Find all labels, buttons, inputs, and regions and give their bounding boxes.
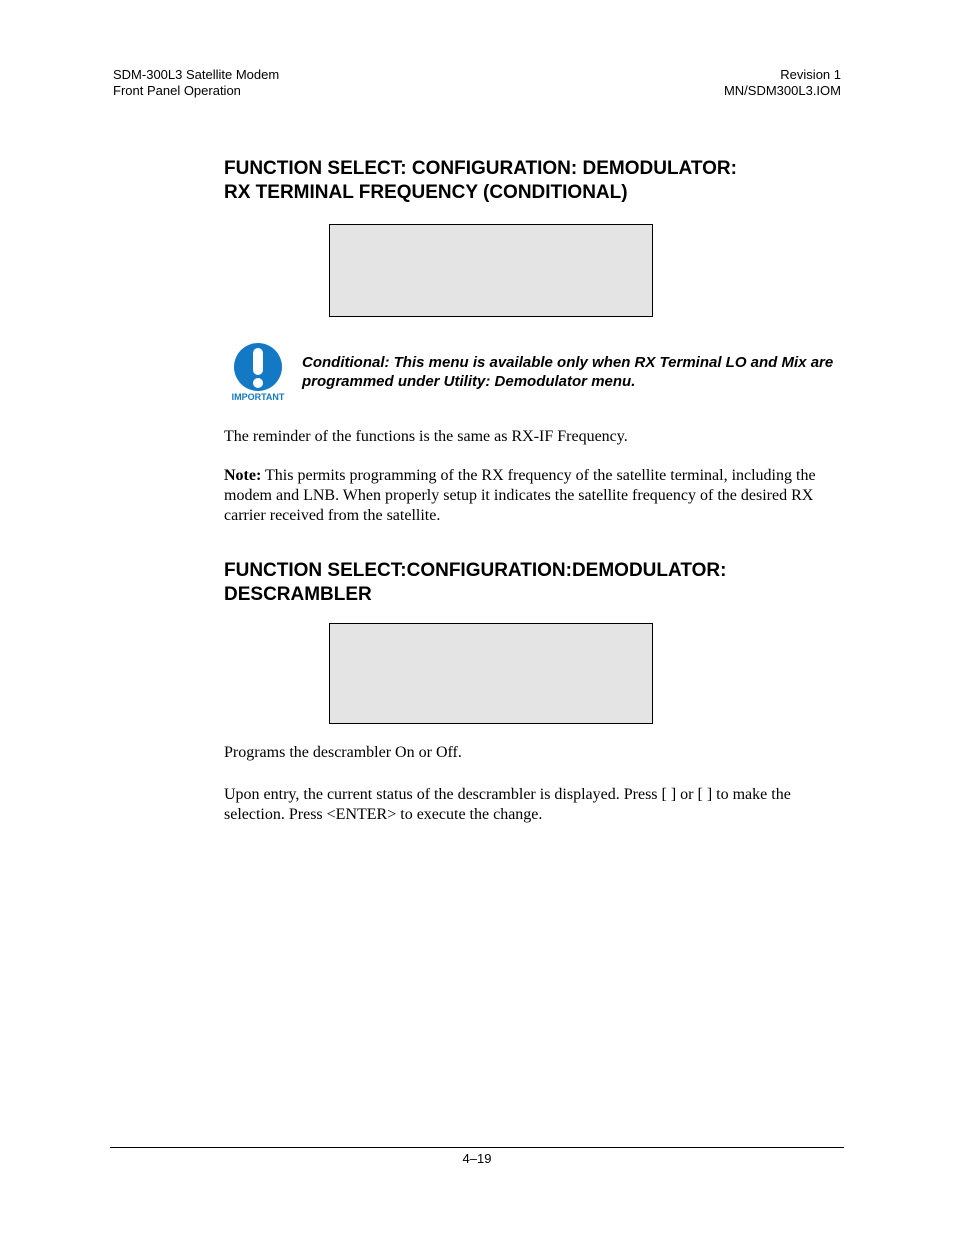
- running-header-left: [113, 67, 279, 99]
- header-doc-title: SDM-300L3 Satellite Modem: [113, 67, 280, 82]
- section-title-line: FUNCTION SELECT:CONFIGURATION:DEMODULATOR:: [224, 560, 727, 581]
- section-title-descrambler: [224, 559, 726, 607]
- note-paragraph: [224, 466, 844, 526]
- paragraph-descrambler-instructions: Upon entry, the current status of the descrambler is displayed. Press [ ] or [ ] to make the selection. Press <ENTER> to execute the change.: [224, 786, 791, 823]
- header-chapter: Front Panel Operation: [113, 83, 241, 98]
- page-number: 4–19: [462, 1151, 492, 1166]
- note-text: This permits programming of the RX frequency of the satellite terminal, including the modem and LNB. When properly setup it indicates the satellite frequency of the desired RX carrier received from the satellite.: [224, 467, 816, 524]
- section-title-line: DESCRAMBLER: [224, 584, 372, 605]
- lcd-display-panel: [329, 623, 653, 724]
- section-title-line: FUNCTION SELECT: CONFIGURATION: DEMODULATOR:: [224, 158, 737, 179]
- paragraph-descrambler-description: Programs the descrambler On or Off.: [224, 744, 462, 761]
- important-icon: [225, 342, 291, 404]
- paragraph-reminder: The reminder of the functions is the same as RX-IF Frequency.: [224, 428, 628, 445]
- important-icon-label: IMPORTANT: [231, 392, 285, 402]
- footer-divider: [110, 1147, 844, 1148]
- running-header-right: [724, 67, 841, 99]
- lcd-display-panel: [329, 224, 653, 317]
- header-doc-number: MN/SDM300L3.IOM: [723, 83, 841, 98]
- note-label: Note:: [224, 467, 262, 484]
- header-revision: Revision 1: [780, 67, 841, 82]
- section-title-rx-terminal-frequency: [224, 157, 737, 205]
- important-note-text: Conditional: This menu is available only when RX Terminal LO and Mix are programmed under Utility: Demodulator menu.: [302, 354, 834, 390]
- section-title-line: RX TERMINAL FREQUENCY (CONDITIONAL): [224, 182, 628, 203]
